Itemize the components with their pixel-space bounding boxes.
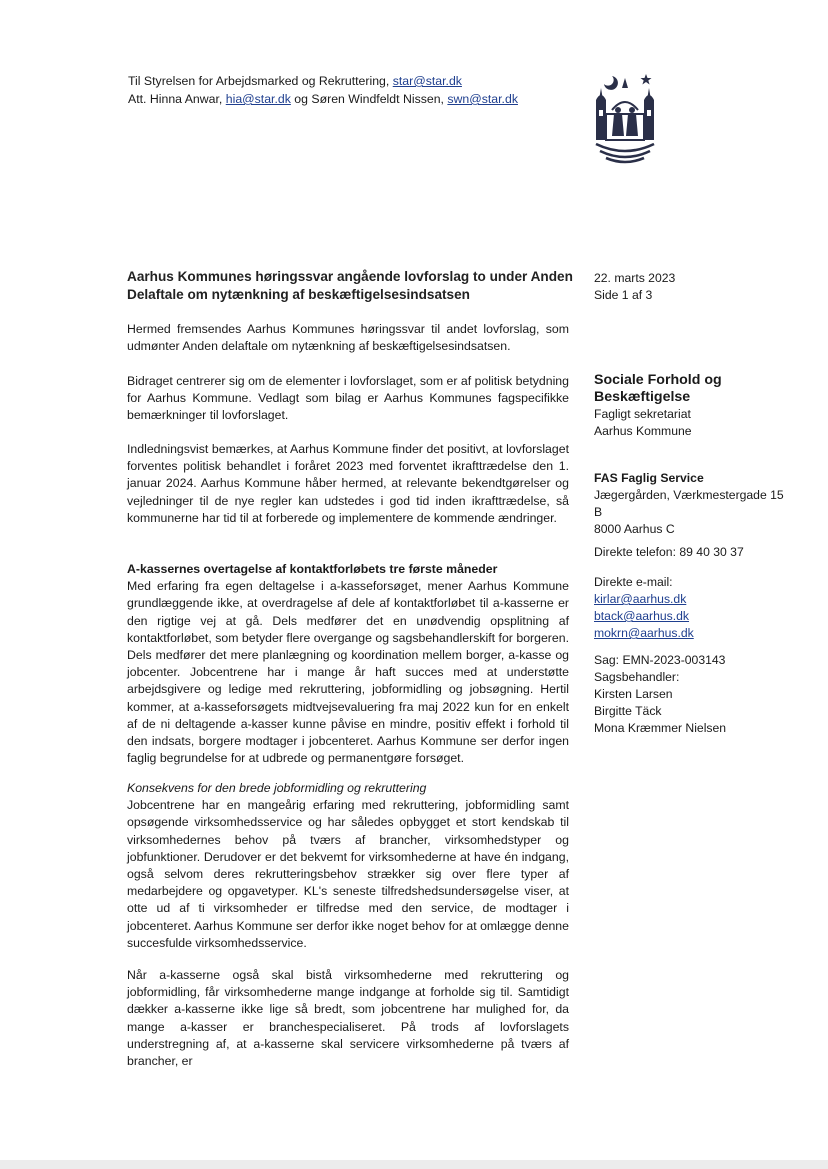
department-name: Sociale Forhold og Beskæftigelse: [594, 372, 722, 405]
document-date: 22. marts 2023: [594, 271, 676, 285]
section-subheading: Konsekvens for den brede jobformidling og rekruttering: [127, 781, 427, 795]
city: 8000 Aarhus C: [594, 522, 675, 536]
paragraph-scope: [127, 373, 569, 425]
handler-name: Birgitte Täck: [594, 704, 662, 718]
email-link-kirlar[interactable]: kirlar@aarhus.dk: [594, 592, 687, 606]
section-jobformidling: [127, 780, 569, 952]
case-info: [594, 652, 799, 737]
handler-name: Kirsten Larsen: [594, 687, 673, 701]
case-number: Sag: EMN-2023-003143: [594, 653, 726, 667]
address-text: Til Styrelsen for Arbejdsmarked og Rekruttering,: [128, 74, 393, 88]
email-link-btack[interactable]: btack@aarhus.dk: [594, 609, 690, 623]
phone-number: Direkte telefon: 89 40 30 37: [594, 545, 744, 559]
section-a-kasser: [127, 561, 569, 767]
contact-emails: [594, 574, 799, 642]
sender-address: [594, 470, 799, 538]
email-link-hia[interactable]: hia@star.dk: [225, 92, 291, 106]
recipient-address: [128, 72, 518, 108]
address-line-1: [128, 72, 518, 90]
page-bottom-edge: [0, 1160, 828, 1169]
service-name: FAS Faglig Service: [594, 471, 704, 485]
body-text: Indledningsvist bemærkes, at Aarhus Kommune finder det positivt, at lovforslaget forventes politisk behandlet i foråret 2023 med forventet ikrafttrædelse den 1. januar 2024. Aarhus Kommune håber hermed, at relevante bekendtgørelser og vejledninger til de nye regler kan udstedes i god tid inden ikrafttrædelse, så kommunerne har tid til at forberede og implementere de kommende ændringer.: [127, 442, 569, 525]
paragraph-intro: [127, 321, 569, 355]
sender-department: [594, 372, 799, 440]
address-text: Att. Hinna Anwar,: [128, 92, 226, 106]
page-number: Side 1 af 3: [594, 288, 653, 302]
paragraph-continuation: [127, 967, 569, 1070]
municipality-name: Aarhus Kommune: [594, 424, 692, 438]
paragraph-timing: [127, 441, 569, 527]
body-text: Hermed fremsendes Aarhus Kommunes høringssvar til andet lovforslag, som udmønter Anden delaftale om nytænkning af beskæftigelsesindsatsen.: [127, 322, 569, 354]
body-text: Med erfaring fra egen deltagelse i a-kasseforsøget, mener Aarhus Kommune grundlæggende ikke, at overdragelse af dele af kontaktforløbet til a-kasserne er den rigtige vej at gå. Dels medfører det en unødvendig opsplitning af kontaktforløbet, som betyder flere overgange og sagsbehandlerskift for borgeren. Dels medfører det mere planlægning og koordination mellem borger, a-kasse og jobcenter. Jobcentrene har i mange år haft succes med at understøtte arbejdsgivere og ledige med rekruttering, jobformidling og jobsøgning. Hertil kommer, at a-kasseforsøgets midtvejsevaluering fra maj 2022 kun for en enkelt af de ni deltagende a-kasser kunne påvise en mindre, positiv effekt i forhold til den indsats, borgere modtager i jobcenteret. Aarhus Kommune ser derfor ingen faglig begrundelse for at udbrede og permanentgøre forsøget.: [127, 579, 569, 766]
email-link-mokrn[interactable]: mokrn@aarhus.dk: [594, 626, 694, 640]
body-text: Når a-kasserne også skal bistå virksomhederne med rekruttering og jobformidling, får virksomhederne mange indgange at forholde sig til. Samtidigt dækker a-kasserne ikke lige så bredt, som jobcentrene har mulighed for, da mange a-kasser er branchespecialiseret. På trods af lovforslagets understregning af, at a-kasserne skal servicere virksomhederne på tværs af brancher, er: [127, 968, 569, 1069]
address-line-2: [128, 90, 518, 108]
street-address: Jægergården, Værkmestergade 15: [594, 488, 784, 502]
address-text: og Søren Windfeldt Nissen,: [290, 92, 448, 106]
section-heading: A-kassernes overtagelse af kontaktforløbets tre første måneder: [127, 562, 498, 576]
unit-name: Fagligt sekretariat: [594, 407, 691, 421]
document-title: Aarhus Kommunes høringssvar angående lovforslag to under Anden Delaftale om nytænkning af beskæftigelsesindsatsen: [127, 269, 573, 302]
email-link-swn[interactable]: swn@star.dk: [447, 92, 518, 106]
email-label: Direkte e-mail:: [594, 575, 673, 589]
email-link-star[interactable]: star@star.dk: [392, 74, 462, 88]
street-address-2: B: [594, 505, 603, 519]
body-text: Bidraget centrerer sig om de elementer i lovforslaget, som er af politisk betydning for Aarhus Kommune. Vedlagt som bilag er Aarhus Kommunes fagspecifikke bemærkninger til lovforslaget.: [127, 374, 569, 423]
body-text: Jobcentrene har en mangeårig erfaring med rekruttering, jobformidling samt opsøgende virksomhedsservice og har således opbygget et stort kendskab til virksomhedernes behov på tværs af brancher, virksomhedstyper og jobfunktioner. Derudover er det bekvemt for virksomhederne at have én indgang, også selvom deres rekrutteringsbehov strækker sig over flere typer af medarbejdere og opgavetyper. KL's seneste tilfredshedsundersøgelse viser, at otte ud af ti virksomheder er tilfredse med den service, de modtager i jobcenteret. Aarhus Kommune ser derfor ikke noget behov for at omlægge denne succesfulde virksomhedsservice.: [127, 798, 569, 950]
handler-name: Mona Kræmmer Nielsen: [594, 721, 727, 735]
aarhus-coat-of-arms-icon: [590, 70, 660, 166]
handlers-label: Sagsbehandler:: [594, 670, 680, 684]
document-meta: [594, 270, 675, 304]
